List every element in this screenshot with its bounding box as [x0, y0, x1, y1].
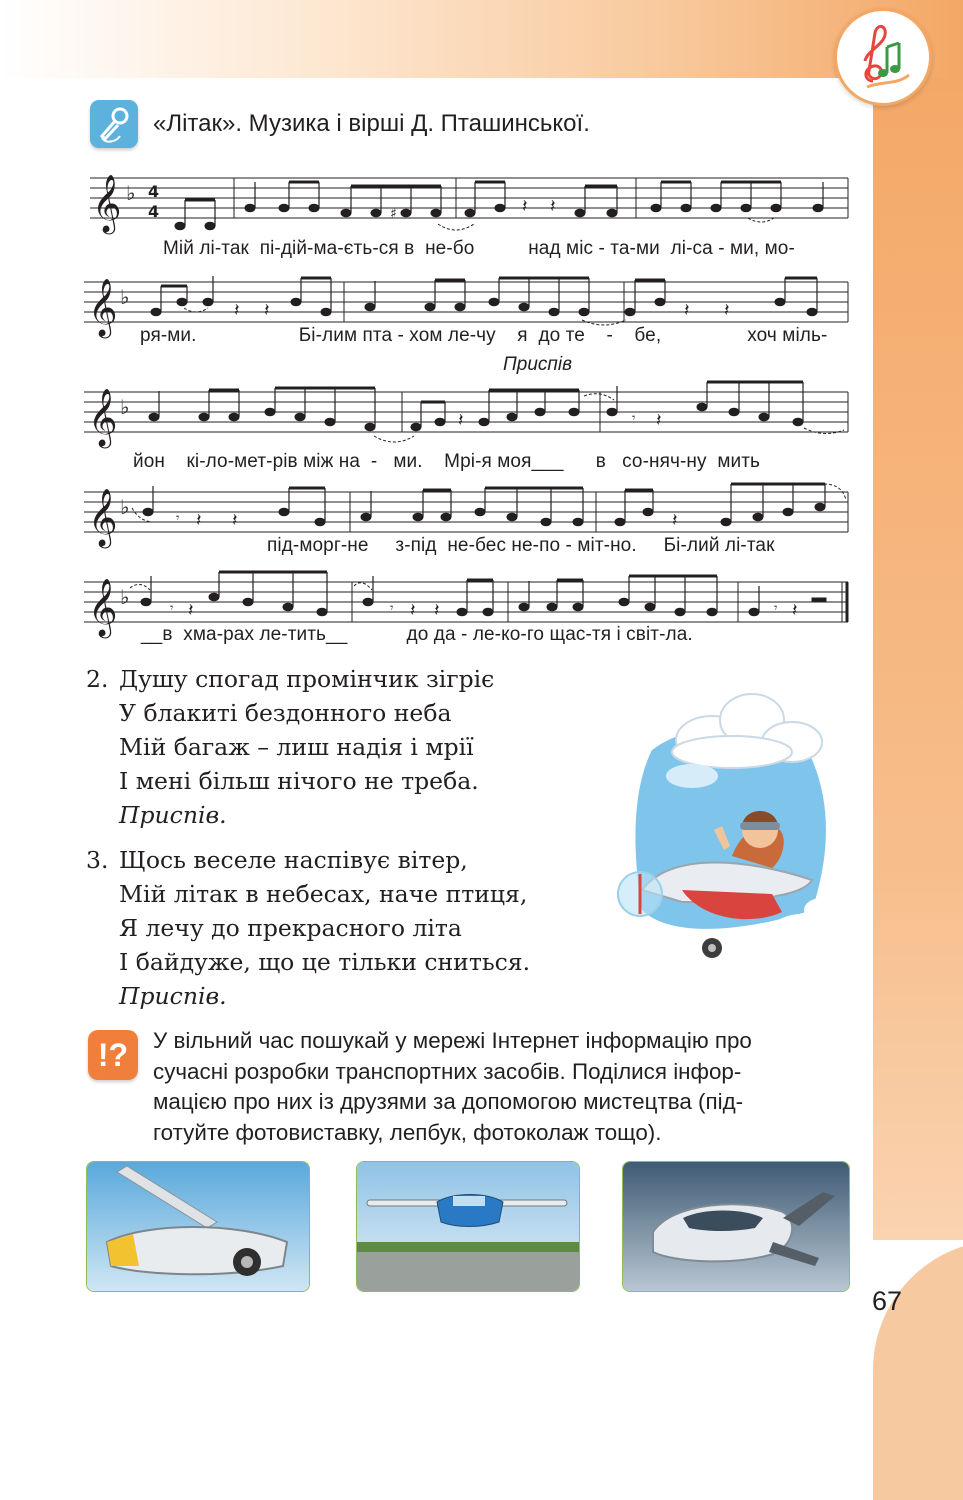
verse-refrain: Приспів. [119, 982, 227, 1010]
verse-line: Щось веселе наспівує вітер, [119, 846, 468, 874]
svg-text:4: 4 [148, 202, 160, 221]
lyrics-line-1: Мій лі-так пі-дій-ма-єть-ся в не-бо над міс - та-ми лі-са - ми, мо- [163, 238, 795, 259]
lyrics-line-5: __в хма-рах ле-тить__ до да - ле-ко-го щас-тя і світ-ла. [141, 624, 693, 645]
task-line: У вільний час пошукай у мережі Інтернет інформацію про [153, 1028, 752, 1053]
svg-text:♭: ♭ [120, 395, 130, 419]
page-number: 67 [871, 1286, 903, 1316]
verse-line: Мій багаж – лиш надія і мрії [119, 733, 474, 761]
svg-text:𝄽: 𝄽 [434, 600, 440, 621]
task-line: мацією про них із друзями за допомогою мистецтва (під- [153, 1089, 744, 1114]
svg-text:𝄽: 𝄽 [522, 196, 528, 217]
verse-line: Мій літак в небесах, наче птиця, [119, 880, 528, 908]
svg-text:𝄞: 𝄞 [88, 578, 118, 636]
svg-text:𝄽: 𝄽 [684, 300, 690, 321]
svg-text:♭: ♭ [120, 495, 130, 519]
svg-text:♯: ♯ [390, 206, 397, 222]
svg-text:𝄞: 𝄞 [88, 278, 118, 336]
microphone-icon [90, 100, 138, 148]
svg-text:𝄾: 𝄾 [632, 411, 636, 426]
lyrics-line-2: ря-ми. Бі-лим пта - хом ле-чу я до те - бе, хоч міль- [140, 325, 828, 346]
task-line: сучасні розробки транспортних засобів. Поділися інфор- [153, 1058, 742, 1084]
svg-text:𝄾: 𝄾 [176, 511, 180, 526]
verse-line: І байдуже, що це тільки сниться. [119, 948, 531, 976]
verse-number: 2. [86, 665, 109, 693]
flying-car-photo-1 [86, 1161, 310, 1292]
svg-text:♭: ♭ [120, 585, 130, 609]
task-line: готуйте фотовиставку, лепбук, фотоколаж тощо). [153, 1119, 662, 1145]
svg-text:𝄽: 𝄽 [656, 410, 662, 431]
music-staff-3 [84, 378, 850, 454]
flying-car-photo-3 [622, 1161, 850, 1292]
verse-refrain: Приспів. [119, 801, 227, 829]
svg-text:4: 4 [148, 182, 160, 201]
verse-3 [86, 843, 530, 1013]
lyrics-line-4: під-морг-не з-під не-бес не-по - міт-но. Бі-лий лі-так [267, 535, 775, 556]
right-decorative-band [873, 78, 963, 1394]
top-decorative-band [0, 0, 963, 78]
svg-text:𝄽: 𝄽 [196, 510, 202, 531]
verse-2 [86, 662, 494, 832]
svg-text:𝄽: 𝄽 [410, 600, 416, 621]
svg-text:𝄾: 𝄾 [170, 601, 174, 616]
music-staff-1 [84, 168, 850, 244]
svg-text:𝄞: 𝄞 [88, 388, 118, 446]
svg-text:𝄾: 𝄾 [774, 601, 778, 616]
svg-text:♭: ♭ [120, 285, 130, 309]
task-text [153, 1026, 851, 1148]
svg-text:𝄞: 𝄞 [88, 488, 118, 546]
svg-text:𝄽: 𝄽 [234, 300, 240, 321]
svg-text:𝄽: 𝄽 [458, 410, 464, 431]
svg-text:𝄽: 𝄽 [724, 300, 730, 321]
verse-line: У блакиті бездонного неба [119, 699, 452, 727]
svg-text:𝄽: 𝄽 [264, 300, 270, 321]
svg-text:♭: ♭ [126, 181, 136, 205]
svg-text:𝄽: 𝄽 [188, 600, 194, 621]
refrain-label: Приспів [503, 354, 572, 375]
boy-pilot-airplane-illustration [612, 680, 842, 980]
svg-text:𝄞: 𝄞 [92, 174, 122, 232]
verse-number: 3. [86, 846, 109, 874]
svg-text:𝄽: 𝄽 [550, 196, 556, 217]
svg-text:𝄾: 𝄾 [390, 601, 394, 616]
svg-text:𝄽: 𝄽 [232, 510, 238, 531]
svg-text:𝄽: 𝄽 [672, 510, 678, 531]
verse-line: І мені більш нічого не треба. [119, 767, 479, 795]
verse-line: Душу спогад промінчик зігріє [119, 665, 495, 693]
song-title: «Літак». Музика і вірші Д. Пташинської. [153, 110, 590, 137]
treble-clef-notes-icon [834, 8, 932, 106]
verse-line: Я лечу до прекрасного літа [119, 914, 462, 942]
svg-text:𝄽: 𝄽 [792, 600, 798, 621]
flying-car-photo-2 [356, 1161, 580, 1292]
lyrics-line-3: йон кі-ло-мет-рів між на - ми. Мрі-я моя___ в со-няч-ну мить [133, 451, 761, 472]
question-exclamation-icon: !? [88, 1030, 138, 1080]
